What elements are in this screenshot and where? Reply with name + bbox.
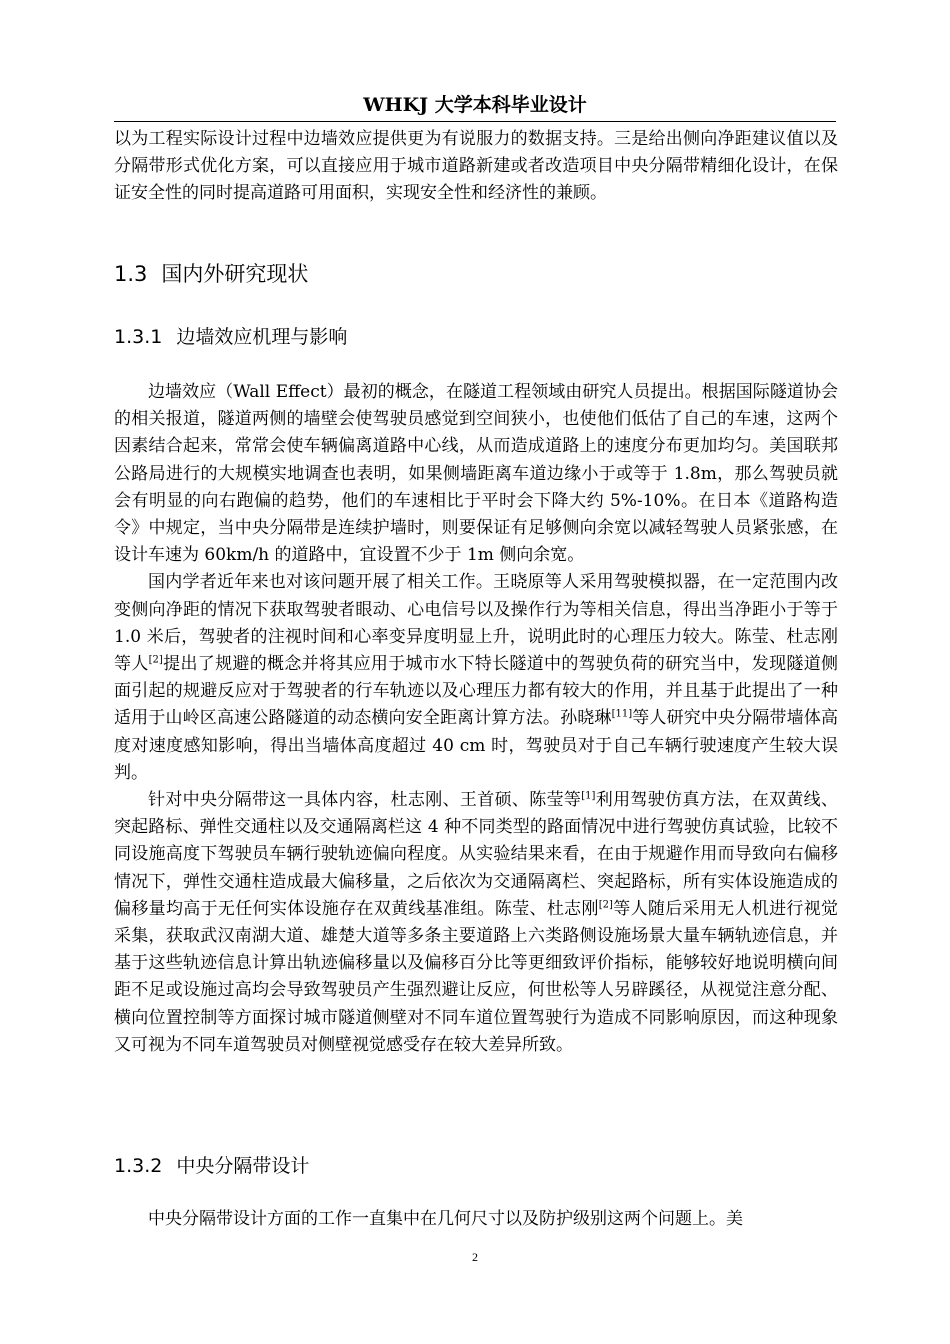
paragraph-median-design: 中央分隔带设计方面的工作一直集中在几何尺寸以及防护级别这两个问题上。美 [148,1209,743,1229]
text-run: 针对中央分隔带这一具体内容，杜志刚、王首硕、陈莹等 [148,790,582,811]
text-run: 等人随后采用无人机进行视觉采集，获取武汉南湖大道、雄楚大道等多条主要道路上六类路侧设施场景大量车辆轨迹信息，并基于这些轨迹信息计算出轨迹偏移量以及偏移百分比等更细致评价指标，能够较好地说明横向间距不足或设施过高均会导致驾驶员产生强烈避让反应，何世松等人另辟蹊径，从视觉注意分配、横向位置控制等方面探讨城市隧道侧壁对不同车道位置驾驶行为造成不同影响原因，而这种现象又可视为不同车道驾驶员对侧壁视觉感受存在较大差异所致。 [114,898,839,1055]
text-run: 国内学者近年来也对该问题开展了相关工作。王晓原等人采用驾驶模拟器，在一定范围内改变侧向净距的情况下获取驾驶者眼动、心电信号以及操作行为等相关信息，得出当净距小于等于 1.0 米后，驾驶者的注视时间和心率变异度明显上升，说明此时的心理压力较大。陈莹、杜志刚等人 [114,572,838,675]
text-run: 等人研究中央分隔带墙体高度对速度感知影响，得出当墙体高度超过 40 cm 时，驾驶员对于自己车辆行驶速度产生较大误判。 [114,708,839,783]
page-number: 2 [472,1250,478,1264]
section-heading-1-3 [114,259,308,289]
section-heading-1-3-1 [114,323,347,351]
paragraph-median-simulation [114,787,838,1059]
section-number: 1.3.1 [114,326,163,348]
intro-paragraph [114,126,838,208]
paragraph-wall-effect-concept: 边墙效应（Wall Effect）最初的概念，在隧道工程领域由研究人员提出。根据国际隧道协会的相关报道，隧道两侧的墙壁会使驾驶员感觉到空间狭小，也使他们低估了自己的车速，这两个因素结合起来，常常会使车辆偏离道路中心线，从而造成道路上的速度分布更加均匀。美国联邦公路局进行的大规模实地调查也表明，如果侧墙距离车道边缘小于或等于 1.8m，那么驾驶员就会有明显的向右跑偏的趋势，他们的车速相比于平时会下降大约 5%-10%。在日本《道路构造令》中规定，当中央分隔带是连续护墙时，则要保证有足够侧向余宽以减轻驾驶人员紧张感，在设计车速为 60km/h 的道路中，宜设置不少于 1m 侧向余宽。 [114,382,838,566]
running-header: WHKJ 大学本科毕业设计 [363,94,587,116]
header-rule [114,121,836,122]
paragraph-text: 以为工程实际设计过程中边墙效应提供更为有说服力的数据支持。三是给出侧向净距建议值以及分隔带形式优化方案，可以直接应用于城市道路新建或者改造项目中央分隔带精细化设计，在保证安全性的同时提高道路可用面积，实现安全性和经济性的兼顾。 [114,129,838,204]
section-number: 1.3.2 [114,1155,163,1177]
section-1-3-1-body [114,379,838,1059]
section-heading-1-3-2 [114,1152,309,1180]
citation: [2] [148,654,163,666]
section-number: 1.3 [114,262,148,286]
text-run: 利用驾驶仿真方法，在双黄线、突起路标、弹性交通柱以及交通隔离栏这 4 种不同类型的路面情况中进行驾驶仿真试验，比较不同设施高度下驾驶员车辆行驶轨迹偏向程度。从实验结果来看，在由于规避作用而导致向右偏移情况下，弹性交通柱造成最大偏移量，之后依次为交通隔离栏、突起路标，所有实体设施造成的偏移量均高于无任何实体设施存在双黄线基准组。陈莹、杜志刚 [114,790,839,919]
section-1-3-2-body [114,1206,838,1233]
citation: [2] [598,899,613,911]
paragraph-domestic-research [114,569,838,787]
section-title: 边墙效应机理与影响 [176,326,348,348]
section-title: 国内外研究现状 [161,262,309,286]
text-run: 提出了规避的概念并将其应用于城市水下特长隧道中的驾驶负荷的研究当中，发现隧道侧面引起的规避反应对于驾驶者的行车轨迹以及心理压力都有较大的作用，并且基于此提出了一种适用于山岭区高速公路隧道的动态横向安全距离计算方法。孙晓琳 [114,654,839,729]
citation: [11] [611,708,633,720]
section-title: 中央分隔带设计 [176,1155,310,1177]
citation: [1] [581,790,596,802]
